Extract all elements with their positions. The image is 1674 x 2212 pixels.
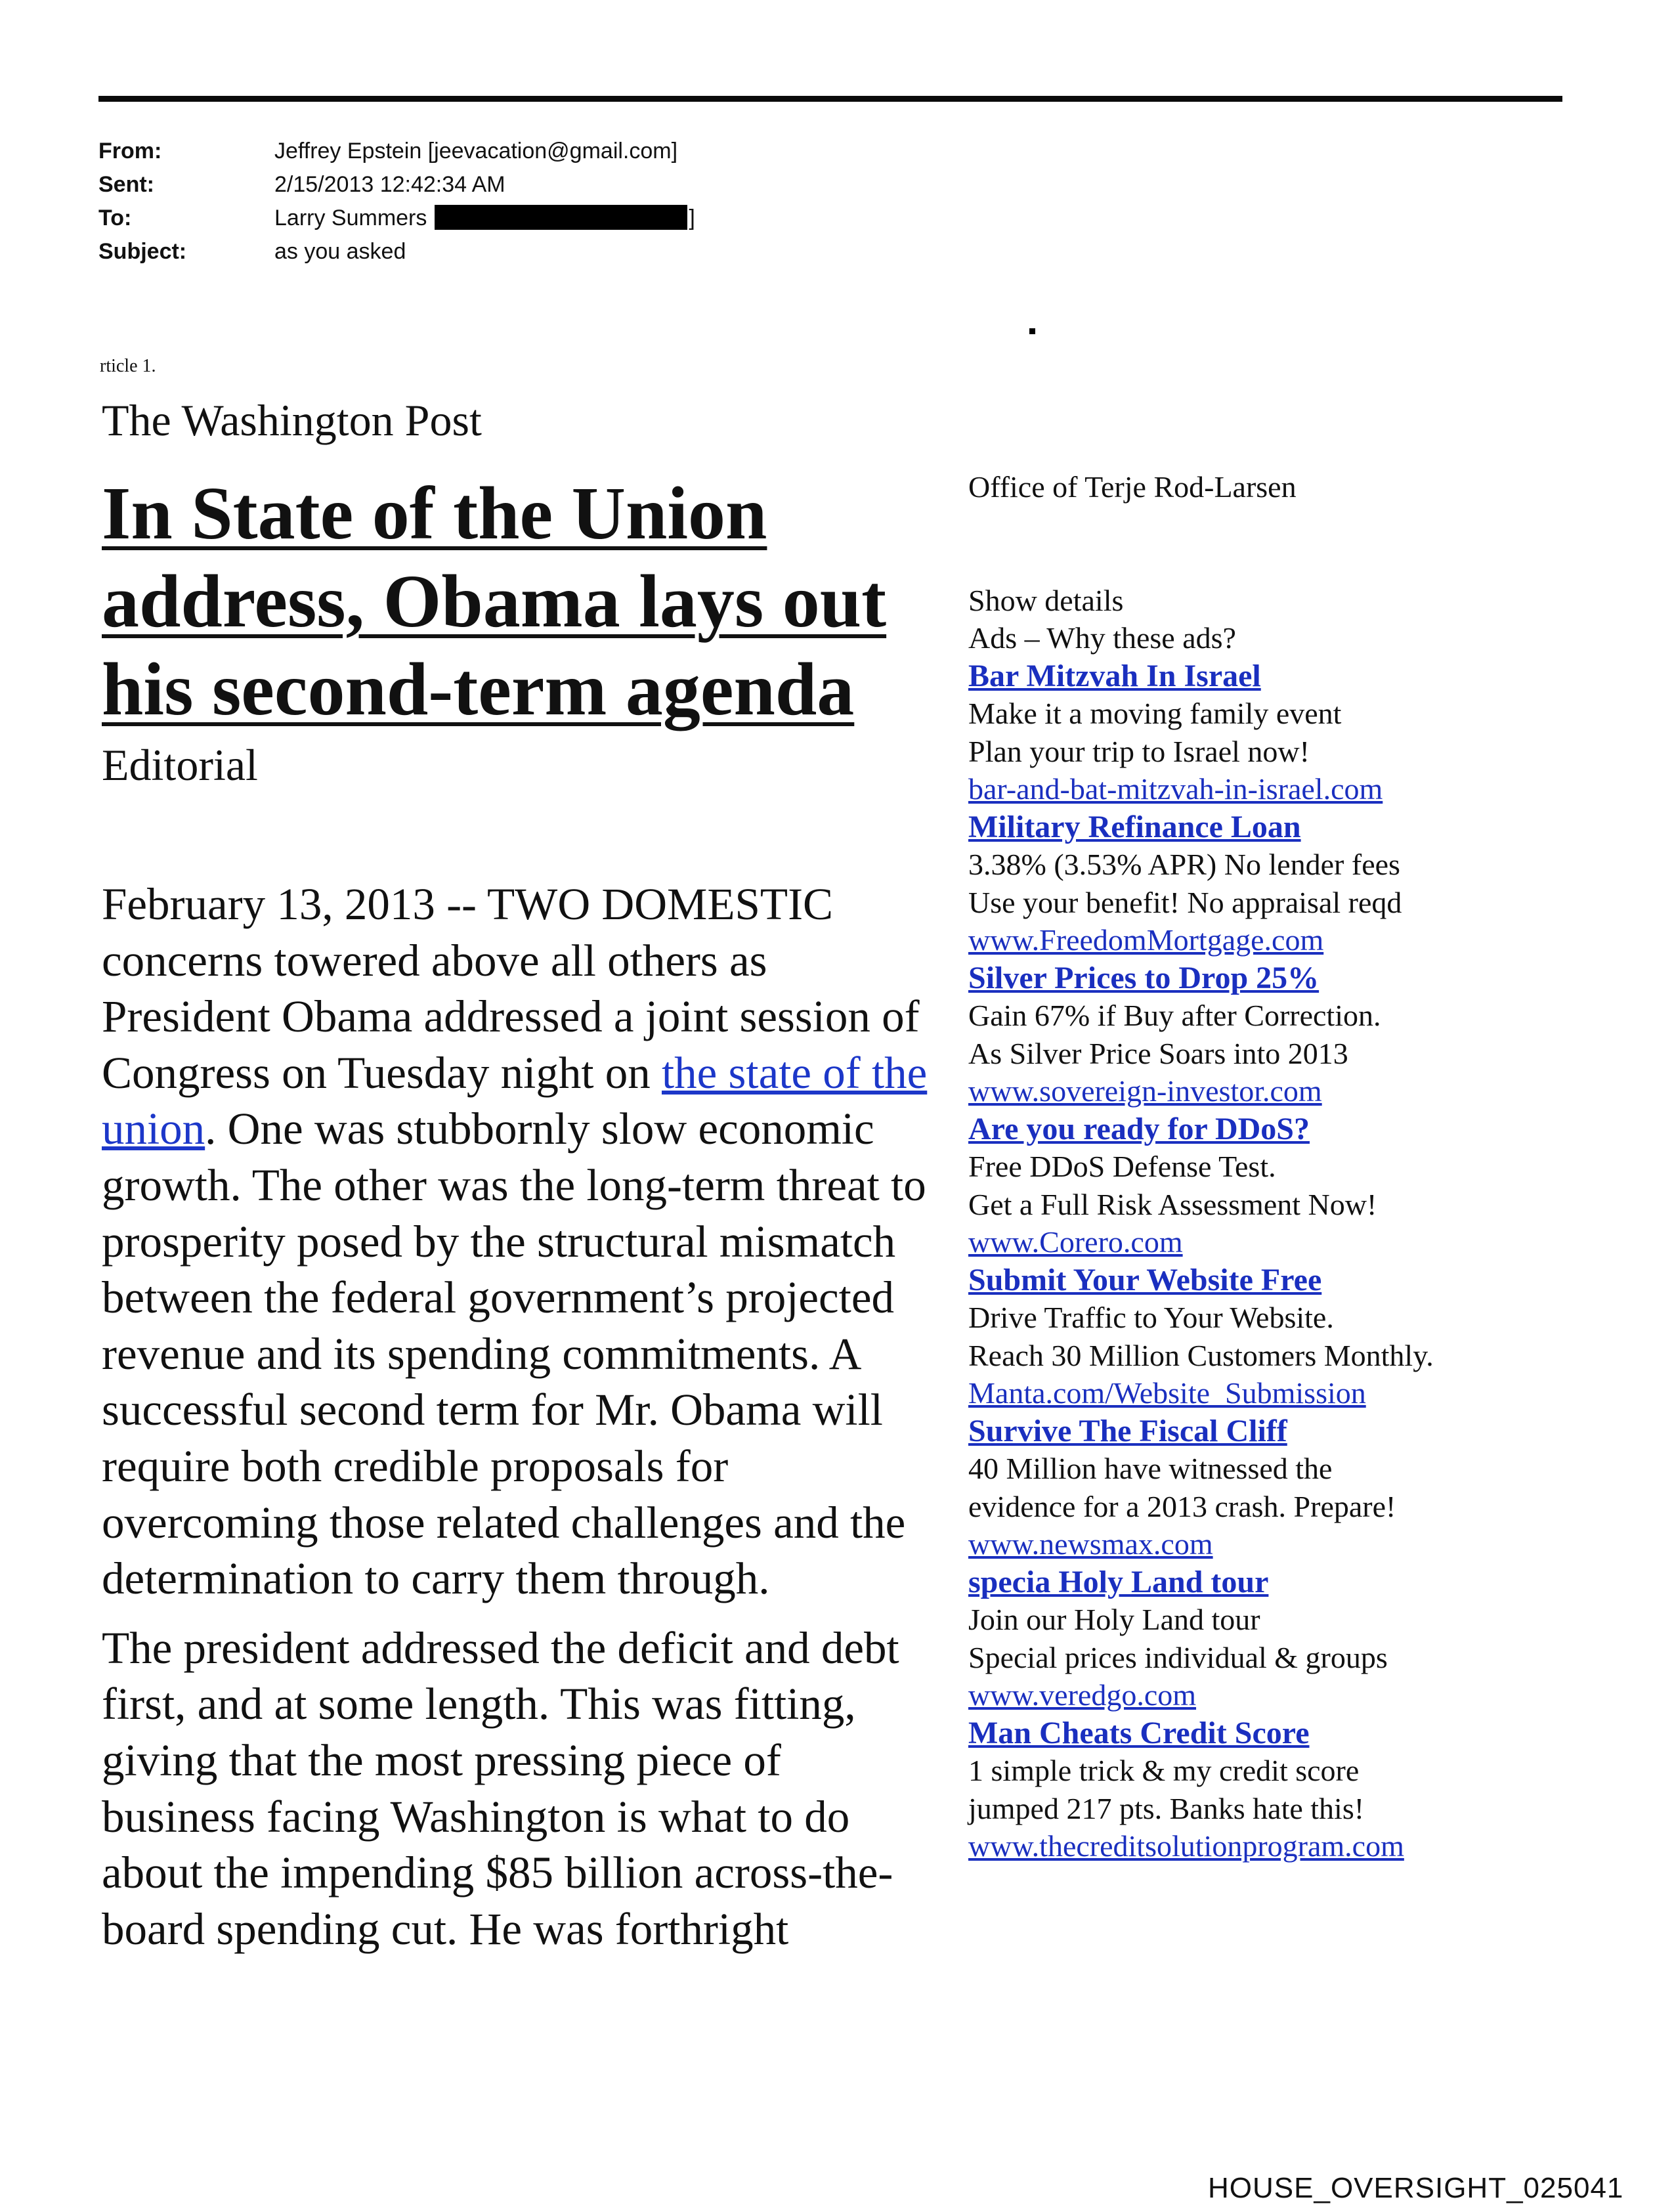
ad-item	[968, 657, 1664, 808]
to-close-bracket: ]	[689, 206, 695, 230]
paragraph-1-text-b: . One was stubbornly slow economic growth. The other was the long-term threat to prosperity posed by the structural mismatch between the federal government’s projected revenue and its spending commitments. A successful second term for Mr. Obama will require both credible proposals for overcoming those related challenges and the determination to carry them through.	[102, 1104, 926, 1604]
sidebar	[968, 468, 1664, 1865]
ad-line: As Silver Price Soars into 2013	[968, 1036, 1348, 1070]
ad-line: Gain 67% if Buy after Correction.	[968, 999, 1381, 1032]
editorial-label: Editorial	[102, 740, 258, 790]
ad-line: Reach 30 Million Customers Monthly.	[968, 1338, 1434, 1372]
headline-line-2: address, Obama lays out	[102, 559, 887, 643]
header-rule	[98, 96, 1562, 102]
ad-line: Drive Traffic to Your Website.	[968, 1301, 1334, 1334]
ad-url[interactable]: bar-and-bat-mitzvah-in-israel.com	[968, 772, 1383, 806]
article-body	[102, 877, 939, 1970]
ad-item	[968, 1714, 1664, 1865]
ad-url[interactable]: www.sovereign-investor.com	[968, 1074, 1322, 1108]
office-label: Office of Terje Rod-Larsen	[968, 470, 1297, 504]
ad-url[interactable]: Manta.com/Website_Submission	[968, 1376, 1366, 1410]
subject-value: as you asked	[274, 239, 406, 264]
redaction-box	[435, 205, 687, 230]
ad-title[interactable]: Silver Prices to Drop 25%	[968, 960, 1320, 995]
stray-dot	[1029, 328, 1035, 334]
ad-item	[968, 1261, 1664, 1412]
ad-line: Use your benefit! No appraisal reqd	[968, 885, 1402, 919]
ad-line: 1 simple trick & my credit score	[968, 1754, 1360, 1787]
ad-line: Get a Full Risk Assessment Now!	[968, 1187, 1377, 1221]
ad-item	[968, 1563, 1664, 1714]
subject-label: Subject:	[98, 239, 187, 264]
ad-url[interactable]: www.Corero.com	[968, 1225, 1183, 1259]
ad-title[interactable]: specia Holy Land tour	[968, 1564, 1269, 1599]
ad-title[interactable]: Submit Your Website Free	[968, 1262, 1322, 1297]
from-value: Jeffrey Epstein [jeevacation@gmail.com]	[274, 139, 678, 163]
ad-line: Make it a moving family event	[968, 697, 1342, 730]
ad-item	[968, 808, 1664, 959]
ad-line: 3.38% (3.53% APR) No lender fees	[968, 848, 1400, 881]
ad-item	[968, 1110, 1664, 1261]
ad-url[interactable]: www.thecreditsolutionprogram.com	[968, 1829, 1404, 1863]
ad-title[interactable]: Are you ready for DDoS?	[968, 1111, 1310, 1146]
from-label: From:	[98, 139, 162, 163]
sent-label: Sent:	[98, 172, 154, 197]
ads-why-link[interactable]: Ads – Why these ads?	[968, 621, 1236, 655]
ad-url[interactable]: www.newsmax.com	[968, 1527, 1213, 1561]
ad-title[interactable]: Bar Mitzvah In Israel	[968, 658, 1261, 693]
bates-number: HOUSE_OVERSIGHT_025041	[1208, 2172, 1624, 2204]
ad-item	[968, 959, 1664, 1110]
to-value: Larry Summers	[274, 206, 427, 230]
headline-line-3: his second-term agenda	[102, 647, 855, 731]
ad-line: evidence for a 2013 crash. Prepare!	[968, 1489, 1396, 1523]
outlet-name: The Washington Post	[102, 395, 482, 445]
ad-line: Free DDoS Defense Test.	[968, 1150, 1276, 1183]
ad-line: Plan your trip to Israel now!	[968, 734, 1310, 768]
ad-title[interactable]: Man Cheats Credit Score	[968, 1715, 1310, 1750]
ad-title[interactable]: Survive The Fiscal Cliff	[968, 1413, 1287, 1448]
article-number: rticle 1.	[100, 356, 156, 376]
ad-title[interactable]: Military Refinance Loan	[968, 809, 1301, 844]
headline-line-1: In State of the Union	[102, 471, 767, 555]
paragraph-1-text-a: February 13, 2013 -- TWO DOMESTIC concerns towered above all others as President Obama addressed a joint session of Congress on Tuesday night on	[102, 879, 920, 1098]
ad-url[interactable]: www.FreedomMortgage.com	[968, 923, 1324, 957]
ad-url[interactable]: www.veredgo.com	[968, 1678, 1197, 1712]
sent-value: 2/15/2013 12:42:34 AM	[274, 172, 505, 197]
ad-line: jumped 217 pts. Banks hate this!	[968, 1791, 1365, 1825]
ad-line: Join our Holy Land tour	[968, 1603, 1260, 1636]
ad-item	[968, 1412, 1664, 1563]
state-of-union-link[interactable]: the state of the union	[102, 1047, 928, 1154]
paragraph-2: The president addressed the deficit and debt first, and at some length. This was fitting, giving that the most pressing piece of business facing Washington is what to do about the impending $85 billion across-the-board spending cut. He was forthright	[102, 1622, 899, 1954]
to-label: To:	[98, 206, 132, 230]
paragraph-1	[102, 877, 939, 1607]
ad-line: 40 Million have witnessed the	[968, 1452, 1333, 1485]
show-details-link[interactable]: Show details	[968, 583, 1124, 617]
to-value-group	[274, 202, 695, 235]
headline[interactable]	[102, 469, 942, 733]
ad-line: Special prices individual & groups	[968, 1640, 1388, 1674]
